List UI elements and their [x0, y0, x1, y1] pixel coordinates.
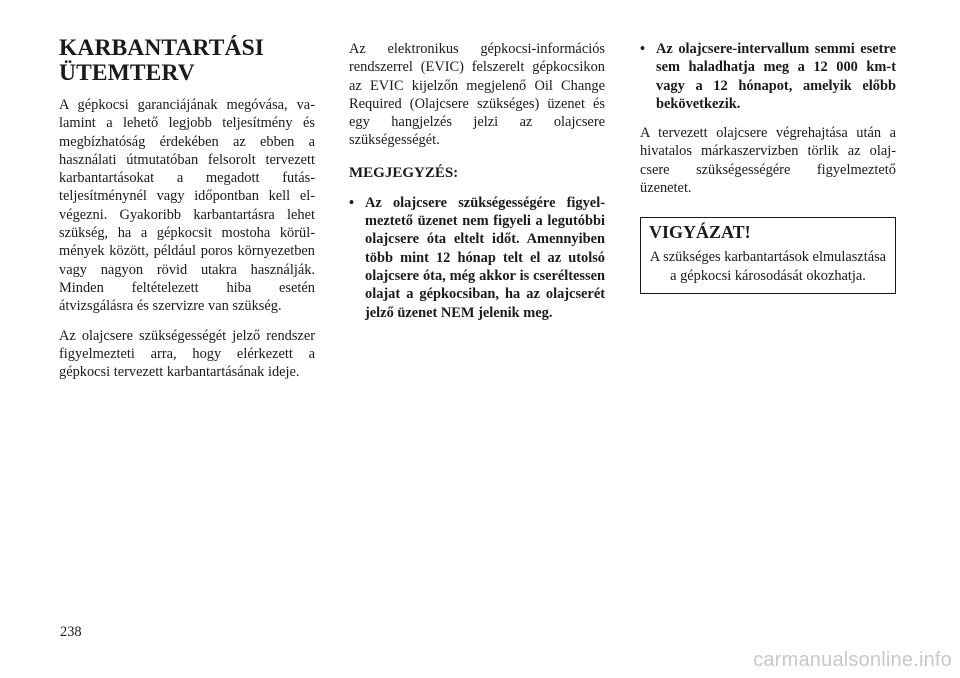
caution-heading: VIGYÁZAT! [649, 222, 751, 243]
note-heading: MEGJEGYZÉS: [349, 164, 459, 181]
oil-change-indicator-paragraph: Az olajcsere szükségességét jelző rendszer figyelmezteti arra, hogy elérkezett a gépkocsi tervezett karbantartásának ideje. [59, 327, 315, 381]
note-list [349, 194, 605, 322]
left-column [59, 36, 315, 392]
watermark: carmanualsonline.info [753, 649, 952, 671]
interval-bullet-text: Az olajcsere-intervallum semmi esetre sem haladhatja meg a 12 000 km-t vagy a 12 hónapot, amelyik előbb bekövetkezik. [656, 41, 896, 112]
caution-box [640, 217, 896, 294]
page-number: 238 [60, 624, 82, 640]
reset-paragraph: A tervezett olajcsere végrehajtása után a hivatalos márkaszervizben törlik az olajcsere szükségességére figyelmeztető üzenetet. [640, 125, 896, 197]
right-column [640, 40, 896, 294]
intro-paragraph: A gépkocsi garanciájának megóvása, valamint a lehető legjobb teljesítmény és megbízhatóság érdekében az ebben a használati útmutatóban felsorolt tervezett karbantartásokat a megadott futásteljesítménynél vagy időpontban kell elvégezni. Gyakoribb karbantartásra lehet szükség, ha a gépkocsit mostoha körülmények között, például poros környezetben vagy nagyon rövid utakra használják. Minden feltételezett hiba esetén átvizsgálásra és szervizre van szükség. [59, 97, 315, 315]
note-bullet-text: Az olajcsere szükségességére figyelmeztető üzenet nem figyeli a legutóbbi olajcsere óta eltelt időt. Amennyiben több mint 12 hónap telt el az utolsó olajcsere óta, még akkor is cseréltessen olajat a gépkocsiban, ha az olajcserét jelző üzenet NEM jelenik meg. [365, 194, 605, 321]
section-title: KARBANTARTÁSI ÜTEMTERV [59, 35, 265, 86]
interval-bullet-item [640, 40, 896, 113]
caution-text: A szükséges karbantartások elmulasztása a gépkocsi károsodását okozhatja. [649, 249, 887, 284]
interval-list [640, 40, 896, 113]
note-bullet-item [349, 194, 605, 322]
middle-column [349, 40, 605, 333]
evic-paragraph: Az elektronikus gépkocsi-információs rendszerrel (EVIC) felszerelt gépkocsikon az EVIC kijelzőn megjelenő Oil Change Required (Olajcsere szükséges) üzenet és egy hangjelzés jelzi az olajcsere szükségességét. [349, 41, 605, 149]
bullet-icon: • [640, 41, 646, 57]
bullet-icon: • [349, 194, 355, 211]
